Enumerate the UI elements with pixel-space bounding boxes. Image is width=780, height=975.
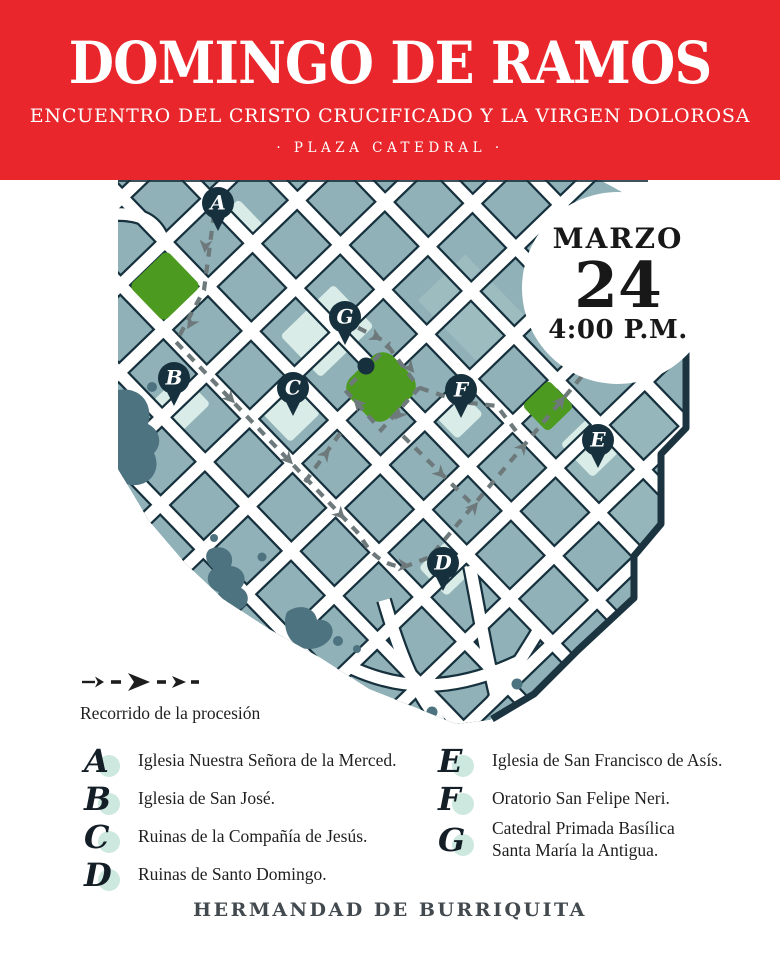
location-row [78,780,423,818]
location-row [78,818,423,856]
location-letter: A [78,742,138,780]
badge-day: 24 [574,248,662,322]
event-venue: · PLAZA CATEDRAL · [276,140,504,156]
location-name: Ruinas de la Compañía de Jesús. [138,826,368,847]
pin-letter: G [336,304,354,329]
location-name: Iglesia de San José. [138,788,276,809]
route-symbol [80,672,200,692]
location-name: Iglesia de San Francisco de Asís. [492,750,723,771]
location-letter: D [78,856,138,894]
pin-letter: C [285,375,301,400]
route-legend [80,672,260,724]
pin-letter: F [453,377,469,402]
pin-letter: D [434,550,452,575]
event-title: DOMINGO DE RAMOS [68,29,712,97]
location-row [432,818,762,861]
location-letter: C [78,818,138,856]
location-row [432,742,762,780]
location-name: Catedral Primada Basílica Santa María la Antigua. [492,818,675,860]
location-letter: F [432,780,492,818]
location-row [78,856,423,894]
location-letter: G [432,821,492,859]
badge-month: MARZO [552,222,684,255]
footer-organization: HERMANDAD DE BURRIQUITA [193,899,587,921]
event-subtitle: ENCUENTRO DEL CRISTO CRUCIFICADO Y LA VIRGEN DOLOROSA [29,105,751,127]
locations-list-right [432,742,762,861]
plaza-dot [358,358,375,375]
location-name: Oratorio San Felipe Neri. [492,788,670,809]
locations-list-left [78,742,423,894]
location-name: Ruinas de Santo Domingo. [138,864,327,885]
badge-time: 4:00 P.M. [548,315,688,346]
route-label: Recorrido de la procesión [80,703,261,723]
date-badge [522,192,714,384]
pin-letter: A [210,190,226,215]
location-row [78,742,423,780]
pin-letter: E [590,427,606,452]
pin-letter: B [165,365,183,390]
location-row [432,780,762,818]
location-name: Iglesia Nuestra Señora de la Merced. [138,750,397,771]
location-letter: E [432,742,492,780]
location-letter: B [78,780,138,818]
